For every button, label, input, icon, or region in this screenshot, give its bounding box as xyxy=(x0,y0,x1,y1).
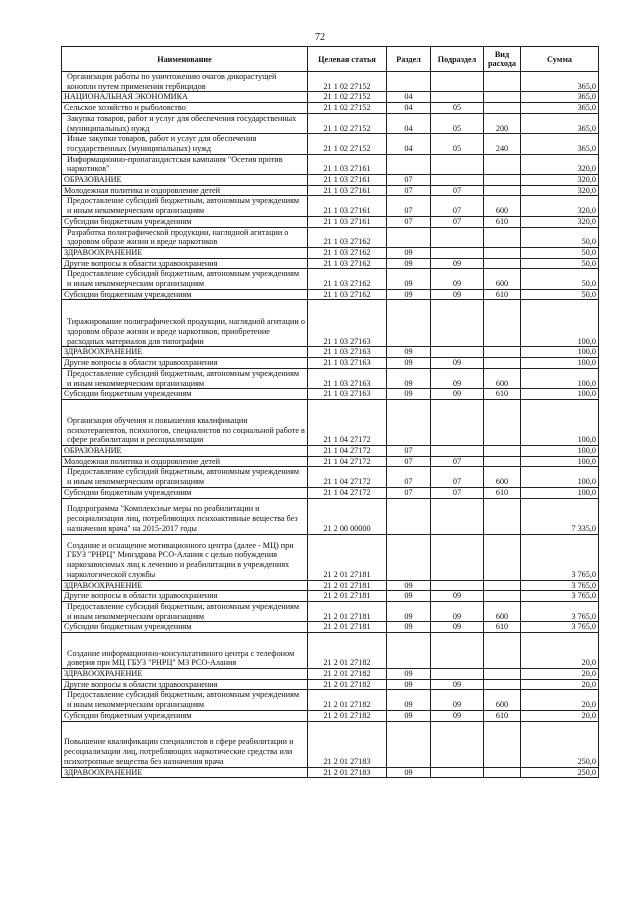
cell-section: 09 xyxy=(387,269,431,289)
cell-name: Разработка полиграфической продукции, наглядной агитации о здоровом образе жизни и вреде наркотиков xyxy=(62,227,308,247)
cell-subsection xyxy=(431,92,484,103)
cell-amount: 3 765,0 xyxy=(521,601,599,621)
cell-section xyxy=(387,300,431,347)
cell-expense-type xyxy=(484,103,521,114)
cell-subsection: 05 xyxy=(431,134,484,154)
cell-name: Предоставление субсидий бюджетным, автономным учреждениям и иным некоммерческим организациям xyxy=(62,467,308,487)
cell-target: 21 1 03 27161 xyxy=(308,196,387,216)
cell-section: 04 xyxy=(387,103,431,114)
cell-section xyxy=(387,633,431,669)
table-row xyxy=(62,591,599,602)
cell-expense-type xyxy=(484,399,521,445)
cell-section: 04 xyxy=(387,92,431,103)
cell-amount: 100,0 xyxy=(521,300,599,347)
cell-expense-type: 600 xyxy=(484,467,521,487)
cell-target: 21 2 00 00000 xyxy=(308,498,387,534)
cell-expense-type xyxy=(484,227,521,247)
cell-subsection xyxy=(431,534,484,580)
cell-target: 21 2 01 27181 xyxy=(308,534,387,580)
cell-subsection: 09 xyxy=(431,368,484,388)
cell-subsection xyxy=(431,399,484,445)
table-row xyxy=(62,175,599,186)
cell-subsection: 07 xyxy=(431,456,484,467)
cell-target: 21 2 01 27182 xyxy=(308,679,387,690)
cell-amount: 100,0 xyxy=(521,467,599,487)
cell-subsection: 07 xyxy=(431,467,484,487)
cell-expense-type xyxy=(484,498,521,534)
cell-section: 07 xyxy=(387,185,431,196)
cell-expense-type xyxy=(484,154,521,174)
cell-amount: 100,0 xyxy=(521,368,599,388)
cell-expense-type xyxy=(484,445,521,456)
cell-subsection: 09 xyxy=(431,258,484,269)
cell-expense-type: 600 xyxy=(484,269,521,289)
cell-expense-type xyxy=(484,185,521,196)
cell-expense-type xyxy=(484,72,521,92)
cell-amount: 365,0 xyxy=(521,134,599,154)
cell-expense-type: 240 xyxy=(484,134,521,154)
cell-amount: 320,0 xyxy=(521,196,599,216)
cell-amount: 320,0 xyxy=(521,216,599,227)
cell-target: 21 1 03 27163 xyxy=(308,300,387,347)
table-row xyxy=(62,92,599,103)
table-row xyxy=(62,445,599,456)
cell-amount: 20,0 xyxy=(521,679,599,690)
cell-expense-type: 610 xyxy=(484,289,521,300)
cell-name: Субсидии бюджетным учреждениям xyxy=(62,487,308,498)
cell-target: 21 1 02 27152 xyxy=(308,92,387,103)
cell-amount: 100,0 xyxy=(521,347,599,358)
table-row xyxy=(62,113,599,133)
cell-expense-type: 610 xyxy=(484,487,521,498)
cell-name: Организация обучения и повышения квалификации психотерапевтов, психологов, специалистов по социальной работе в сфере реабилитации и ресоциализации xyxy=(62,399,308,445)
cell-target: 21 1 03 27161 xyxy=(308,216,387,227)
cell-subsection: 09 xyxy=(431,622,484,633)
cell-target: 21 2 01 27181 xyxy=(308,580,387,591)
cell-section: 07 xyxy=(387,456,431,467)
table-body xyxy=(62,72,599,778)
cell-name: Предоставление субсидий бюджетным, автономным учреждениям и иным некоммерческим организациям xyxy=(62,196,308,216)
cell-subsection xyxy=(431,669,484,680)
cell-subsection: 09 xyxy=(431,690,484,710)
cell-subsection xyxy=(431,767,484,778)
cell-amount: 100,0 xyxy=(521,389,599,400)
table-row xyxy=(62,72,599,92)
cell-expense-type xyxy=(484,721,521,767)
cell-name: ОБРАЗОВАНИЕ xyxy=(62,175,308,186)
cell-target: 21 1 03 27162 xyxy=(308,269,387,289)
cell-expense-type: 610 xyxy=(484,389,521,400)
cell-expense-type xyxy=(484,92,521,103)
cell-expense-type: 200 xyxy=(484,113,521,133)
cell-expense-type xyxy=(484,347,521,358)
cell-amount: 3 765,0 xyxy=(521,591,599,602)
cell-expense-type xyxy=(484,175,521,186)
table-row xyxy=(62,389,599,400)
table-row xyxy=(62,580,599,591)
cell-expense-type: 600 xyxy=(484,601,521,621)
cell-amount: 365,0 xyxy=(521,92,599,103)
table-row xyxy=(62,456,599,467)
cell-section: 09 xyxy=(387,679,431,690)
cell-section: 09 xyxy=(387,247,431,258)
table-row xyxy=(62,368,599,388)
cell-subsection xyxy=(431,247,484,258)
table-row xyxy=(62,347,599,358)
cell-section xyxy=(387,399,431,445)
cell-expense-type xyxy=(484,300,521,347)
table-row xyxy=(62,103,599,114)
cell-target: 21 1 04 27172 xyxy=(308,467,387,487)
cell-name: ЗДРАВООХРАНЕНИЕ xyxy=(62,580,308,591)
table-row xyxy=(62,399,599,445)
cell-section: 07 xyxy=(387,487,431,498)
cell-section: 09 xyxy=(387,389,431,400)
cell-amount: 320,0 xyxy=(521,175,599,186)
cell-name: Молодежная политика и оздоровление детей xyxy=(62,185,308,196)
cell-target: 21 1 03 27163 xyxy=(308,389,387,400)
cell-name: Другие вопросы в области здравоохранения xyxy=(62,679,308,690)
cell-name: Повышение квалификации специалистов в сфере реабилитации и ресоциализации лиц, потребляющих наркотические средства или психотропные вещества без назначения врача xyxy=(62,721,308,767)
cell-section: 09 xyxy=(387,710,431,721)
cell-target: 21 1 03 27161 xyxy=(308,154,387,174)
cell-amount: 50,0 xyxy=(521,258,599,269)
cell-expense-type: 610 xyxy=(484,216,521,227)
cell-target: 21 1 02 27152 xyxy=(308,103,387,114)
table-row xyxy=(62,690,599,710)
cell-section xyxy=(387,534,431,580)
cell-amount: 50,0 xyxy=(521,289,599,300)
cell-target: 21 2 01 27182 xyxy=(308,710,387,721)
cell-subsection xyxy=(431,175,484,186)
cell-subsection xyxy=(431,72,484,92)
cell-subsection: 09 xyxy=(431,601,484,621)
cell-target: 21 1 03 27162 xyxy=(308,227,387,247)
cell-name: Субсидии бюджетным учреждениям xyxy=(62,389,308,400)
cell-subsection: 07 xyxy=(431,216,484,227)
budget-table xyxy=(61,46,599,778)
cell-amount: 3 765,0 xyxy=(521,534,599,580)
cell-subsection xyxy=(431,633,484,669)
column-header-expense-type: Вид расхода xyxy=(484,47,521,72)
cell-target: 21 2 01 27182 xyxy=(308,633,387,669)
page-number: 72 xyxy=(315,32,325,43)
cell-amount: 320,0 xyxy=(521,185,599,196)
cell-subsection xyxy=(431,347,484,358)
table-row xyxy=(62,622,599,633)
cell-section: 09 xyxy=(387,622,431,633)
cell-section: 04 xyxy=(387,134,431,154)
cell-name: Субсидии бюджетным учреждениям xyxy=(62,216,308,227)
cell-target: 21 1 04 27172 xyxy=(308,456,387,467)
cell-name: Тиражирование полиграфической продукции, наглядной агитации о здоровом образе жизни и вреде наркотиков, приобретение расходных материалов для типографии xyxy=(62,300,308,347)
cell-expense-type xyxy=(484,247,521,258)
cell-section: 09 xyxy=(387,368,431,388)
cell-target: 21 1 02 27152 xyxy=(308,134,387,154)
cell-subsection: 07 xyxy=(431,487,484,498)
cell-section: 09 xyxy=(387,767,431,778)
cell-name: Другие вопросы в области здравоохранения xyxy=(62,358,308,369)
table-row xyxy=(62,258,599,269)
cell-name: Молодежная политика и оздоровление детей xyxy=(62,456,308,467)
cell-name: Другие вопросы в области здравоохранения xyxy=(62,258,308,269)
cell-amount: 100,0 xyxy=(521,399,599,445)
cell-section: 07 xyxy=(387,467,431,487)
table-row xyxy=(62,185,599,196)
cell-amount: 20,0 xyxy=(521,710,599,721)
column-header-section: Раздел xyxy=(387,47,431,72)
cell-target: 21 2 01 27182 xyxy=(308,690,387,710)
table-row xyxy=(62,498,599,534)
cell-name: ЗДРАВООХРАНЕНИЕ xyxy=(62,247,308,258)
cell-subsection: 05 xyxy=(431,113,484,133)
column-header-amount: Сумма xyxy=(521,47,599,72)
cell-section: 09 xyxy=(387,580,431,591)
cell-amount: 365,0 xyxy=(521,103,599,114)
cell-amount: 20,0 xyxy=(521,633,599,669)
cell-amount: 3 765,0 xyxy=(521,580,599,591)
cell-section: 09 xyxy=(387,669,431,680)
cell-name: НАЦИОНАЛЬНАЯ ЭКОНОМИКА xyxy=(62,92,308,103)
cell-amount: 365,0 xyxy=(521,113,599,133)
cell-target: 21 1 03 27161 xyxy=(308,185,387,196)
column-header-subsection: Подраздел xyxy=(431,47,484,72)
cell-expense-type xyxy=(484,591,521,602)
cell-name: Организация работы по уничтожению очагов дикорастущей конопли путем применения гербицидов xyxy=(62,72,308,92)
table-row xyxy=(62,669,599,680)
cell-amount: 7 335,0 xyxy=(521,498,599,534)
cell-target: 21 1 04 27172 xyxy=(308,399,387,445)
cell-subsection xyxy=(431,227,484,247)
cell-name: ОБРАЗОВАНИЕ xyxy=(62,445,308,456)
cell-section: 09 xyxy=(387,358,431,369)
cell-amount: 100,0 xyxy=(521,445,599,456)
cell-expense-type: 600 xyxy=(484,196,521,216)
column-header-target: Целевая статья xyxy=(308,47,387,72)
cell-expense-type: 600 xyxy=(484,690,521,710)
cell-target: 21 1 03 27163 xyxy=(308,358,387,369)
cell-subsection: 09 xyxy=(431,389,484,400)
cell-name: Иные закупки товаров, работ и услуг для обеспечения государственных (муниципальных) нужд xyxy=(62,134,308,154)
column-header-name: Наименование xyxy=(62,47,308,72)
cell-subsection: 09 xyxy=(431,591,484,602)
cell-amount: 20,0 xyxy=(521,669,599,680)
cell-target: 21 1 03 27161 xyxy=(308,175,387,186)
cell-name: Информационно-пропагандистская кампания "Осетия против наркотиков" xyxy=(62,154,308,174)
cell-expense-type xyxy=(484,580,521,591)
cell-amount: 50,0 xyxy=(521,227,599,247)
cell-target: 21 1 02 27152 xyxy=(308,113,387,133)
cell-name: Субсидии бюджетным учреждениям xyxy=(62,289,308,300)
cell-expense-type xyxy=(484,767,521,778)
cell-target: 21 2 01 27182 xyxy=(308,669,387,680)
cell-name: ЗДРАВООХРАНЕНИЕ xyxy=(62,347,308,358)
cell-name: Закупка товаров, работ и услуг для обеспечения государственных (муниципальных) нужд xyxy=(62,113,308,133)
table-row xyxy=(62,269,599,289)
cell-name: Предоставление субсидий бюджетным, автономным учреждениям и иным некоммерческим организациям xyxy=(62,269,308,289)
cell-subsection xyxy=(431,300,484,347)
cell-section xyxy=(387,498,431,534)
cell-amount: 250,0 xyxy=(521,767,599,778)
cell-subsection xyxy=(431,721,484,767)
table-row xyxy=(62,710,599,721)
table-row xyxy=(62,300,599,347)
cell-subsection: 07 xyxy=(431,185,484,196)
cell-amount: 3 765,0 xyxy=(521,622,599,633)
table-row xyxy=(62,679,599,690)
table-row xyxy=(62,487,599,498)
cell-subsection: 09 xyxy=(431,679,484,690)
cell-amount: 100,0 xyxy=(521,487,599,498)
cell-target: 21 1 03 27162 xyxy=(308,247,387,258)
table-row xyxy=(62,358,599,369)
cell-section: 09 xyxy=(387,690,431,710)
table-row xyxy=(62,721,599,767)
cell-section: 07 xyxy=(387,175,431,186)
table-row xyxy=(62,289,599,300)
cell-amount: 50,0 xyxy=(521,269,599,289)
table-row xyxy=(62,767,599,778)
cell-subsection: 09 xyxy=(431,289,484,300)
cell-target: 21 2 01 27181 xyxy=(308,591,387,602)
cell-name: Субсидии бюджетным учреждениям xyxy=(62,622,308,633)
table-row xyxy=(62,196,599,216)
cell-section xyxy=(387,721,431,767)
table-row xyxy=(62,467,599,487)
cell-section: 09 xyxy=(387,601,431,621)
cell-name: Субсидии бюджетным учреждениям xyxy=(62,710,308,721)
cell-target: 21 1 03 27162 xyxy=(308,258,387,269)
cell-section xyxy=(387,227,431,247)
cell-expense-type xyxy=(484,534,521,580)
cell-name: Создание и оснащение мотивационного центра (далее - МЦ) при ГБУЗ "РНРЦ" Минздрава РСО-Алания с целью побуждения наркозависимых лиц к лечению и реабилитации в учреждениях наркологической службы xyxy=(62,534,308,580)
cell-target: 21 2 01 27181 xyxy=(308,622,387,633)
cell-target: 21 1 04 27172 xyxy=(308,445,387,456)
cell-subsection: 05 xyxy=(431,103,484,114)
table-row xyxy=(62,601,599,621)
cell-amount: 250,0 xyxy=(521,721,599,767)
cell-name: ЗДРАВООХРАНЕНИЕ xyxy=(62,767,308,778)
cell-name: Создание информационно-консультативного центра с телефоном доверия при МЦ ГБУЗ "РНРЦ" МЗ РСО-Алания xyxy=(62,633,308,669)
cell-target: 21 2 01 27181 xyxy=(308,601,387,621)
cell-expense-type: 610 xyxy=(484,622,521,633)
cell-expense-type xyxy=(484,358,521,369)
cell-expense-type xyxy=(484,679,521,690)
cell-name: Сельское хозяйство и рыболовство xyxy=(62,103,308,114)
cell-section: 07 xyxy=(387,445,431,456)
cell-amount: 365,0 xyxy=(521,72,599,92)
cell-target: 21 2 01 27183 xyxy=(308,767,387,778)
cell-section: 09 xyxy=(387,591,431,602)
table-row xyxy=(62,134,599,154)
cell-name: ЗДРАВООХРАНЕНИЕ xyxy=(62,669,308,680)
table-row xyxy=(62,154,599,174)
cell-subsection: 09 xyxy=(431,358,484,369)
cell-section: 07 xyxy=(387,216,431,227)
table-header-row xyxy=(62,47,599,72)
table-row xyxy=(62,216,599,227)
cell-expense-type: 600 xyxy=(484,368,521,388)
cell-section: 09 xyxy=(387,258,431,269)
table-row xyxy=(62,227,599,247)
cell-target: 21 1 03 27163 xyxy=(308,347,387,358)
cell-section: 07 xyxy=(387,196,431,216)
cell-section xyxy=(387,154,431,174)
cell-expense-type: 610 xyxy=(484,710,521,721)
cell-target: 21 1 02 27152 xyxy=(308,72,387,92)
cell-name: Подпрограмма "Комплексные меры по реабилитации и ресоциализации лиц, потребляющих психоактивные вещества без назначения врача" на 2015-2017 годы xyxy=(62,498,308,534)
cell-section: 04 xyxy=(387,113,431,133)
cell-target: 21 2 01 27183 xyxy=(308,721,387,767)
cell-expense-type xyxy=(484,456,521,467)
table-row xyxy=(62,534,599,580)
cell-amount: 320,0 xyxy=(521,154,599,174)
cell-subsection xyxy=(431,445,484,456)
cell-section: 09 xyxy=(387,289,431,300)
table-row xyxy=(62,633,599,669)
cell-amount: 20,0 xyxy=(521,690,599,710)
cell-amount: 100,0 xyxy=(521,456,599,467)
cell-subsection: 07 xyxy=(431,196,484,216)
cell-subsection xyxy=(431,580,484,591)
cell-amount: 100,0 xyxy=(521,358,599,369)
cell-subsection: 09 xyxy=(431,710,484,721)
cell-expense-type xyxy=(484,669,521,680)
cell-expense-type xyxy=(484,633,521,669)
cell-amount: 50,0 xyxy=(521,247,599,258)
cell-subsection: 09 xyxy=(431,269,484,289)
cell-name: Предоставление субсидий бюджетным, автономным учреждениям и иным некоммерческим организациям xyxy=(62,368,308,388)
cell-target: 21 1 04 27172 xyxy=(308,487,387,498)
cell-target: 21 1 03 27162 xyxy=(308,289,387,300)
cell-name: Предоставление субсидий бюджетным, автономным учреждениям и иным некоммерческим организациям xyxy=(62,690,308,710)
table-row xyxy=(62,247,599,258)
cell-expense-type xyxy=(484,258,521,269)
cell-subsection xyxy=(431,154,484,174)
cell-name: Другие вопросы в области здравоохранения xyxy=(62,591,308,602)
cell-section xyxy=(387,72,431,92)
cell-subsection xyxy=(431,498,484,534)
cell-target: 21 1 03 27163 xyxy=(308,368,387,388)
cell-name: Предоставление субсидий бюджетным, автономным учреждениям и иным некоммерческим организациям xyxy=(62,601,308,621)
cell-section: 09 xyxy=(387,347,431,358)
